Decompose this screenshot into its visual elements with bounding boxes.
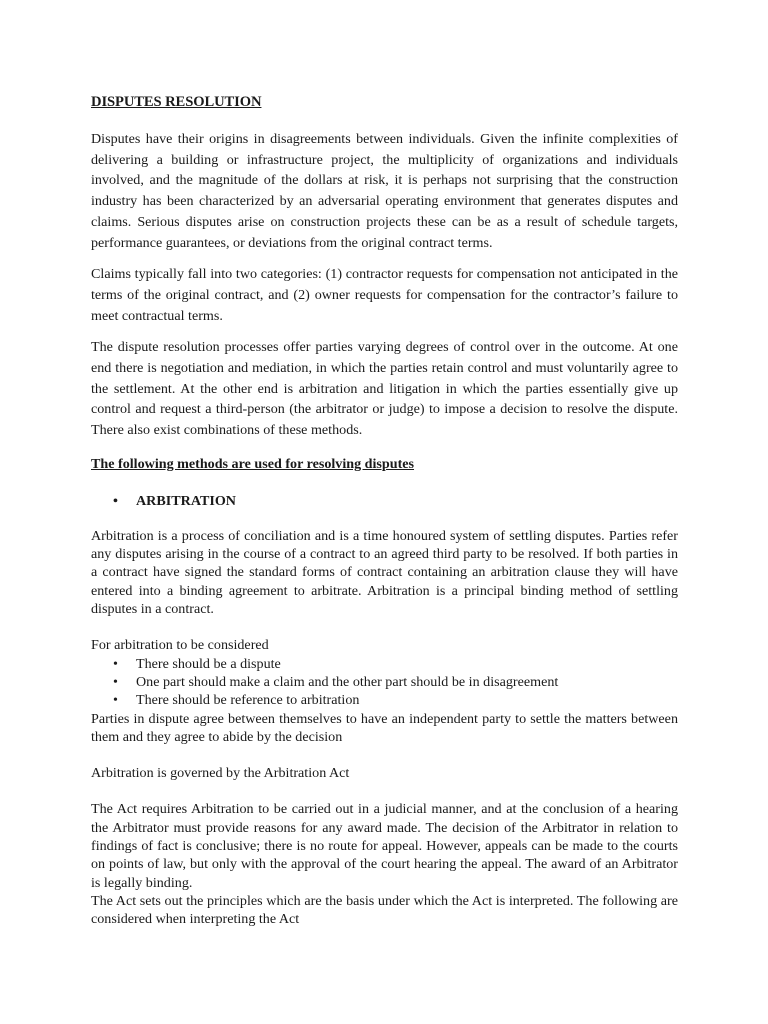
arbitration-section-heading <box>91 491 678 511</box>
paragraph-resolution-processes: The dispute resolution processes offer parties varying degrees of control over in the outcome. At one end there is negotiation and mediation, in which the parties retain control and must voluntarily agree to the settlement. At the other end is arbitration and litigation in which the parties essentially give up control and request a third-person (the arbitrator or judge) to impose a decision to resolve the dispute. There also exist combinations of these methods. <box>91 339 678 439</box>
document-title: DISPUTES RESOLUTION <box>91 94 262 110</box>
list-item <box>113 691 678 709</box>
paragraph-governed-by: Arbitration is governed by the Arbitration Act <box>91 765 350 782</box>
spacer <box>91 618 678 636</box>
paragraph-act-principles: The Act sets out the principles which are the basis under which the Act is interpreted. The following are considered when interpreting the Act <box>91 892 678 928</box>
bullet-icon: • <box>113 655 118 672</box>
paragraph-act-requirements: The Act requires Arbitration to be carried out in a judicial manner, and at the conclusion of a hearing the Arbitrator must provide reasons for any award made. The decision of the Arbitrator in relation to findings of fact is conclusive; there is no route for appeal. However, appeals can be made to the courts on points of law, but only with the approval of the court hearing the appeal. The award of an Arbitrator is legally binding. <box>91 801 678 891</box>
arbitration-heading-label: ARBITRATION <box>136 492 236 509</box>
spacer <box>91 782 678 800</box>
methods-heading: The following methods are used for resolving disputes <box>91 455 415 472</box>
list-item <box>113 673 678 691</box>
list-item <box>113 655 678 673</box>
bullet-icon: • <box>113 492 118 509</box>
list-item-text: One part should make a claim and the other part should be in disagreement <box>136 673 559 690</box>
list-item-text: There should be a dispute <box>136 655 281 672</box>
list-item-text: There should be reference to arbitration <box>136 692 360 709</box>
bullet-icon: • <box>113 692 118 709</box>
paragraph-dispute-origins: Disputes have their origins in disagreements between individuals. Given the infinite complexities of delivering a building or infrastructure project, the multiplicity of organizations and individuals involved, and the magnitude of the dollars at risk, it is perhaps not surprising that the construction industry has been characterized by an adversarial operating environment that generates disputes and claims. Serious disputes arise on construction projects these can be as a result of schedule targets, performance guarantees, or deviations from the original contract terms. <box>91 131 678 251</box>
conditions-lead: For arbitration to be considered <box>91 637 269 654</box>
spacer <box>91 746 678 764</box>
document-page <box>91 92 678 928</box>
bullet-icon: • <box>113 673 118 690</box>
paragraph-party-agreement: Parties in dispute agree between themselves to have an independent party to settle the matters between them and they agree to abide by the decision <box>91 710 678 745</box>
conditions-list <box>91 655 678 710</box>
paragraph-claim-categories: Claims typically fall into two categories: (1) contractor requests for compensation not anticipated in the terms of the original contract, and (2) owner requests for compensation for the contractor’s failure to meet contractual terms. <box>91 266 678 324</box>
paragraph-arbitration-intro: Arbitration is a process of conciliation and is a time honoured system of settling disputes. Parties refer any disputes arising in the course of a contract to an agreed third party to be resolved. If both parties in a contract have signed the standard forms of contract containing an arbitration clause they will have entered into a binding agreement to arbitrate. Arbitration is a principal binding method of settling disputes in a contract. <box>91 527 678 618</box>
